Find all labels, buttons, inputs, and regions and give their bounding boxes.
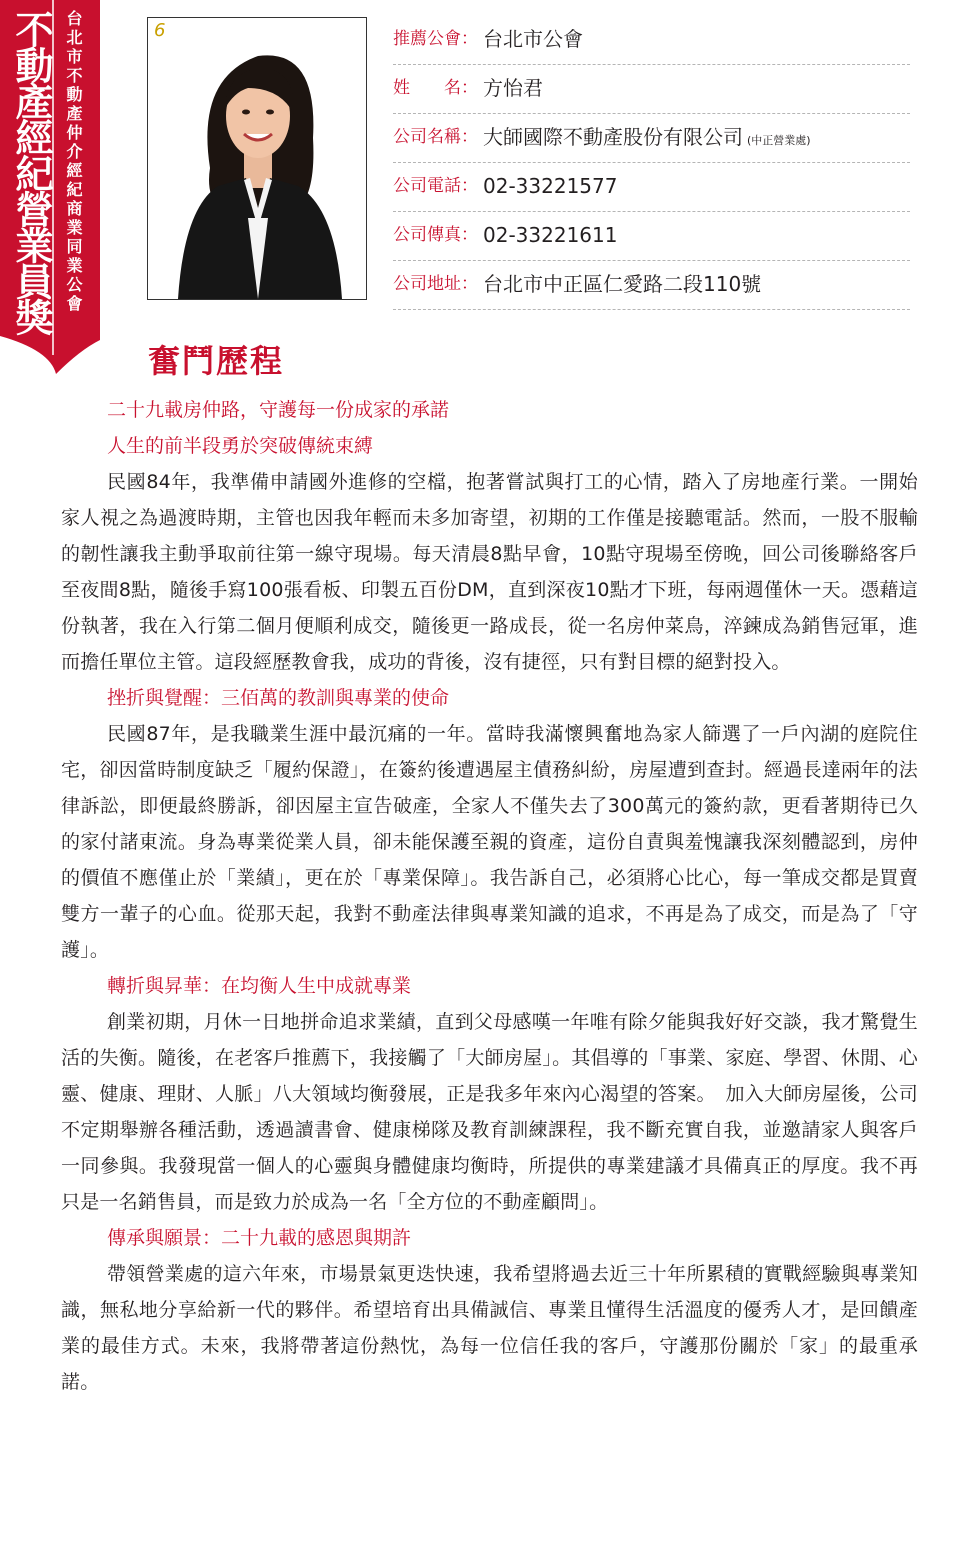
photo-corner-mark: 6 [154, 20, 166, 41]
info-row-union [393, 16, 910, 65]
article-headline: 二十九載房仲路，守護每一份成家的承諾 [107, 399, 450, 421]
info-label: 公司地址： [393, 274, 478, 294]
paragraph-1: 民國84年，我準備申請國外進修的空檔，抱著嘗試與打工的心情，踏入了房地產行業。一開始家人視之為過渡時期，主管也因我年輕而未多加寄望，初期的工作僅是接聽電話。然而，一股不服輸的韌性讓我主動爭取前往第一線守現場。每天清晨8點早會，10點守現場至傍晚，回公司後聯絡客戶至夜間8點，隨後手寫100張看板、印製五百份DM，直到深夜10點才下班，每兩週僅休一天。憑藉這份執著，我在入行第二個月便順利成交，隨後更一路成長，從一名房仲菜鳥，淬鍊成為銷售冠軍，進而擔任單位主管。這段經歷教會我，成功的背後，沒有捷徑，只有對目標的絕對投入。 [61, 471, 918, 673]
info-value: 大師國際不動產股份有限公司 [483, 125, 743, 149]
award-title: 不動產經紀營業員獎 [9, 10, 53, 334]
subheading-3: 轉折與昇華：在均衡人生中成就專業 [107, 975, 412, 997]
paragraph-3: 創業初期，月休一日地拼命追求業績，直到父母感嘆一年唯有除夕能與我好好交談，我才驚覺生活的失衡。隨後，在老客戶推薦下，我接觸了「大師房屋」。其倡導的「事業、家庭、學習、休閒、心靈、健康、理財、人脈」八大領域均衡發展，正是我多年來內心渴望的答案。 加入大師房屋後，公司不定期舉辦各種活動，透過讀書會、健康梯隊及教育訓練課程，我不斷充實自我，並邀請家人與客戶一同參與。我發現當一個人的心靈與身體健康均衡時，所提供的專業建議才具備真正的厚度。我不再只是一名銷售員，而是致力於成為一名「全方位的不動產顧問」。 [61, 1011, 918, 1213]
info-value-wrap [483, 124, 811, 154]
info-label: 公司電話： [393, 176, 478, 196]
info-value: 台北市公會 [483, 27, 583, 51]
info-value: 02-33221611 [483, 223, 618, 247]
info-label: 公司名稱： [393, 127, 478, 147]
paragraph-2: 民國87年，是我職業生涯中最沉痛的一年。當時我滿懷興奮地為家人篩選了一戶內湖的庭院住宅，卻因當時制度缺乏「履約保證」，在簽約後遭遇屋主債務糾紛，房屋遭到查封。經過長達兩年的法律訴訟，即便最終勝訴，卻因屋主宣告破產，全家人不僅失去了300萬元的簽約款，更看著期待已久的家付諸東流。身為專業從業人員，卻未能保護至親的資產，這份自責與羞愧讓我深刻體認到，房仲的價值不應僅止於「業績」，更在於「專業保障」。我告訴自己，必須將心比心，每一筆成交都是買賣雙方一輩子的心血。從那天起，我對不動產法律與專業知識的追求，不再是為了成交，而是為了「守護」。 [61, 723, 918, 961]
portrait-photo [147, 17, 367, 300]
subheading-2: 挫折與覺醒：三佰萬的教訓與專業的使命 [107, 687, 450, 709]
info-row-company [393, 114, 910, 163]
info-label: 推薦公會： [393, 29, 478, 49]
info-value: 02-33221577 [483, 174, 618, 198]
paragraph-4: 帶領營業處的這六年來，市場景氣更迭快速，我希望將過去近三十年所累積的實戰經驗與專業知識，無私地分享給新一代的夥伴。希望培育出具備誠信、專業且懂得生活溫度的優秀人才，是回饋產業的最佳方式。未來，我將帶著這份熱忱，為每一位信任我的客戶，守護那份關於「家」的最重承諾。 [61, 1263, 918, 1393]
profile-info [393, 16, 910, 310]
portrait-illustration [148, 18, 366, 299]
info-row-name [393, 65, 910, 114]
section-title: 奮鬥歷程 [148, 342, 285, 380]
association-name: 台北市不動產仲介經紀商業同業公會 [64, 10, 83, 314]
branch-note: (中正營業處) [747, 134, 811, 147]
info-label: 公司傳真： [393, 225, 478, 245]
info-row-phone [393, 163, 910, 212]
article-body [61, 392, 918, 1400]
award-banner [0, 0, 100, 375]
info-row-fax [393, 212, 910, 261]
info-label: 姓 名： [393, 78, 478, 98]
info-value: 台北市中正區仁愛路二段110號 [483, 272, 762, 296]
info-value: 方怡君 [483, 76, 543, 100]
info-row-address [393, 261, 910, 310]
subheading-1: 人生的前半段勇於突破傳統束縛 [107, 435, 374, 457]
subheading-4: 傳承與願景：二十九載的感恩與期許 [107, 1227, 412, 1249]
